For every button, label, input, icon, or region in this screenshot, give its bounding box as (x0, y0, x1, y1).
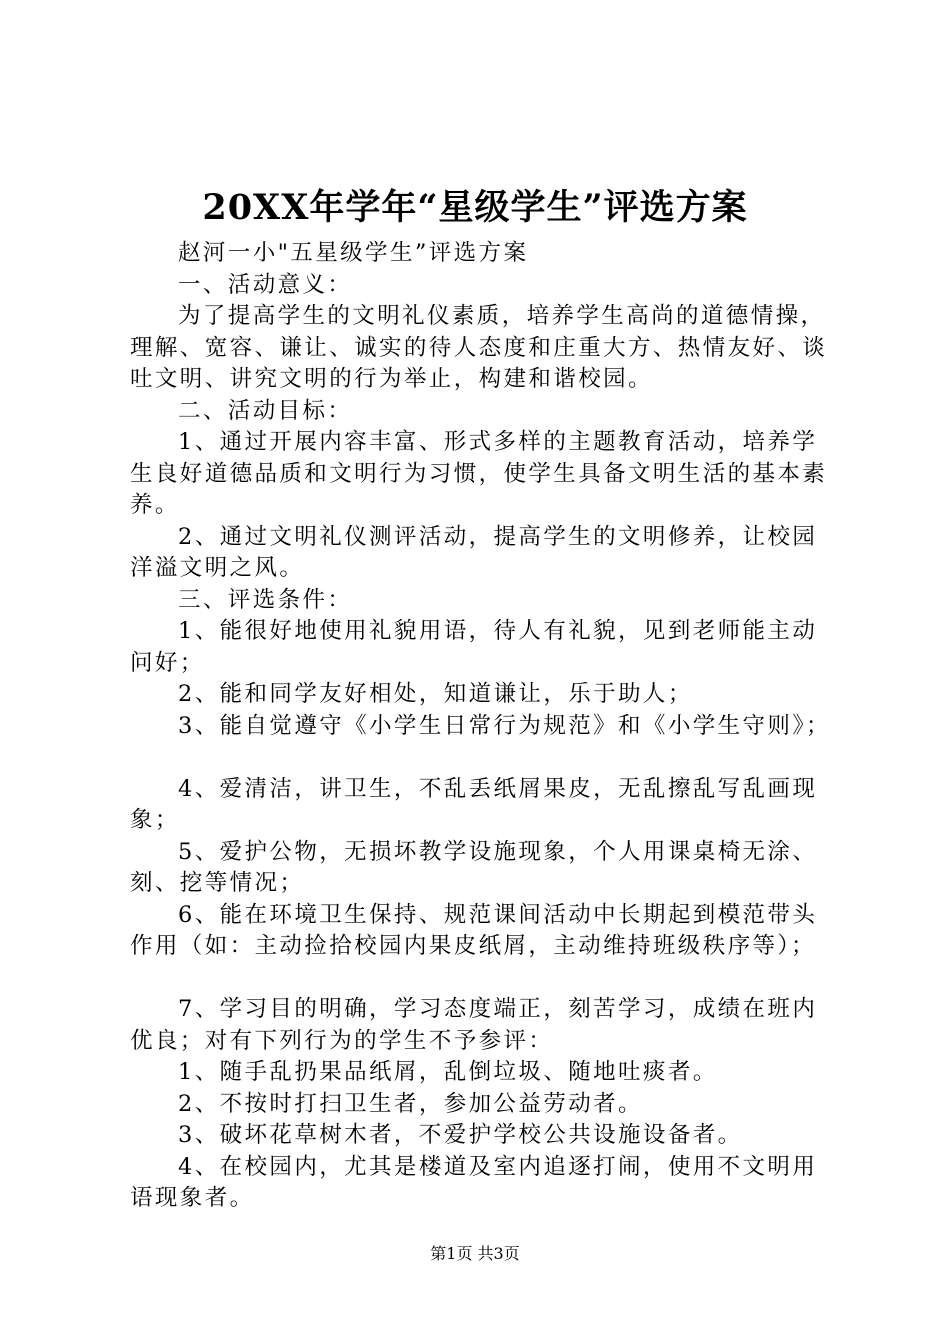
criteria-item-3: 3、能自觉遵守《小学生日常行为规范》和《小学生守则》； (178, 712, 831, 739)
exclusion-item-3: 3、破坏花草树木者，不爱护学校公共设施设备者。 (178, 1122, 743, 1148)
criteria-item-4: 4、爱清洁，讲卫生，不乱丢纸屑果皮，无乱擦乱写乱画现象； (130, 775, 818, 833)
criteria-item-5: 5、爱护公物，无损坏教学设施现象，个人用课桌椅无涂、刻、挖等情况； (130, 838, 818, 896)
subtitle-paragraph: 赵河一小"五星级学生”评选方案 (178, 240, 529, 266)
document-body (130, 238, 840, 1215)
goal-item-1: 1、通过开展内容丰富、形式多样的主题教育活动，培养学生良好道德品质和文明行为习惯，使学生具备文明生活的基本素养。 (130, 429, 828, 518)
goal-item-2: 2、通过文明礼仪测评活动，提高学生的文明修养，让校园洋溢文明之风。 (130, 523, 818, 581)
exclusion-item-1: 1、随手乱扔果品纸屑，乱倒垃圾、随地吐痰者。 (178, 1059, 718, 1085)
criteria-item-2: 2、能和同学友好相处，知道谦让，乐于助人； (178, 681, 693, 707)
exclusion-item-4: 4、在校园内，尤其是楼道及室内追逐打闹，使用不文明用语现象者。 (130, 1153, 818, 1211)
document-title: 20XX年学年“星级学生”评选方案 (202, 187, 748, 228)
purpose-paragraph: 为了提高学生的文明礼仪素质，培养学生高尚的道德情操，理解、宽容、谦让、诚实的待人态度和庄重大方、热情友好、谈吐文明、讲究文明的行为举止，构建和谐校园。 (130, 303, 828, 392)
section-heading-criteria: 三、评选条件： (178, 586, 353, 613)
criteria-item-6: 6、能在环境卫生保持、规范课间活动中长期起到模范带头作用（如：主动捡拾校园内果皮纸屑，主动维持班级秩序等）； (130, 901, 818, 959)
page-footer: 第1页 共3页 (430, 1244, 520, 1263)
section-heading-purpose: 一、活动意义： (178, 271, 353, 298)
exclusion-item-2: 2、不按时打扫卫生者，参加公益劳动者。 (178, 1090, 643, 1117)
criteria-item-1: 1、能很好地使用礼貌用语，待人有礼貌，见到老师能主动问好； (130, 618, 818, 676)
criteria-item-7: 7、学习目的明确，学习态度端正，刻苦学习，成绩在班内优良；对有下列行为的学生不予参评： (130, 996, 818, 1054)
section-heading-goals: 二、活动目标： (178, 397, 353, 424)
